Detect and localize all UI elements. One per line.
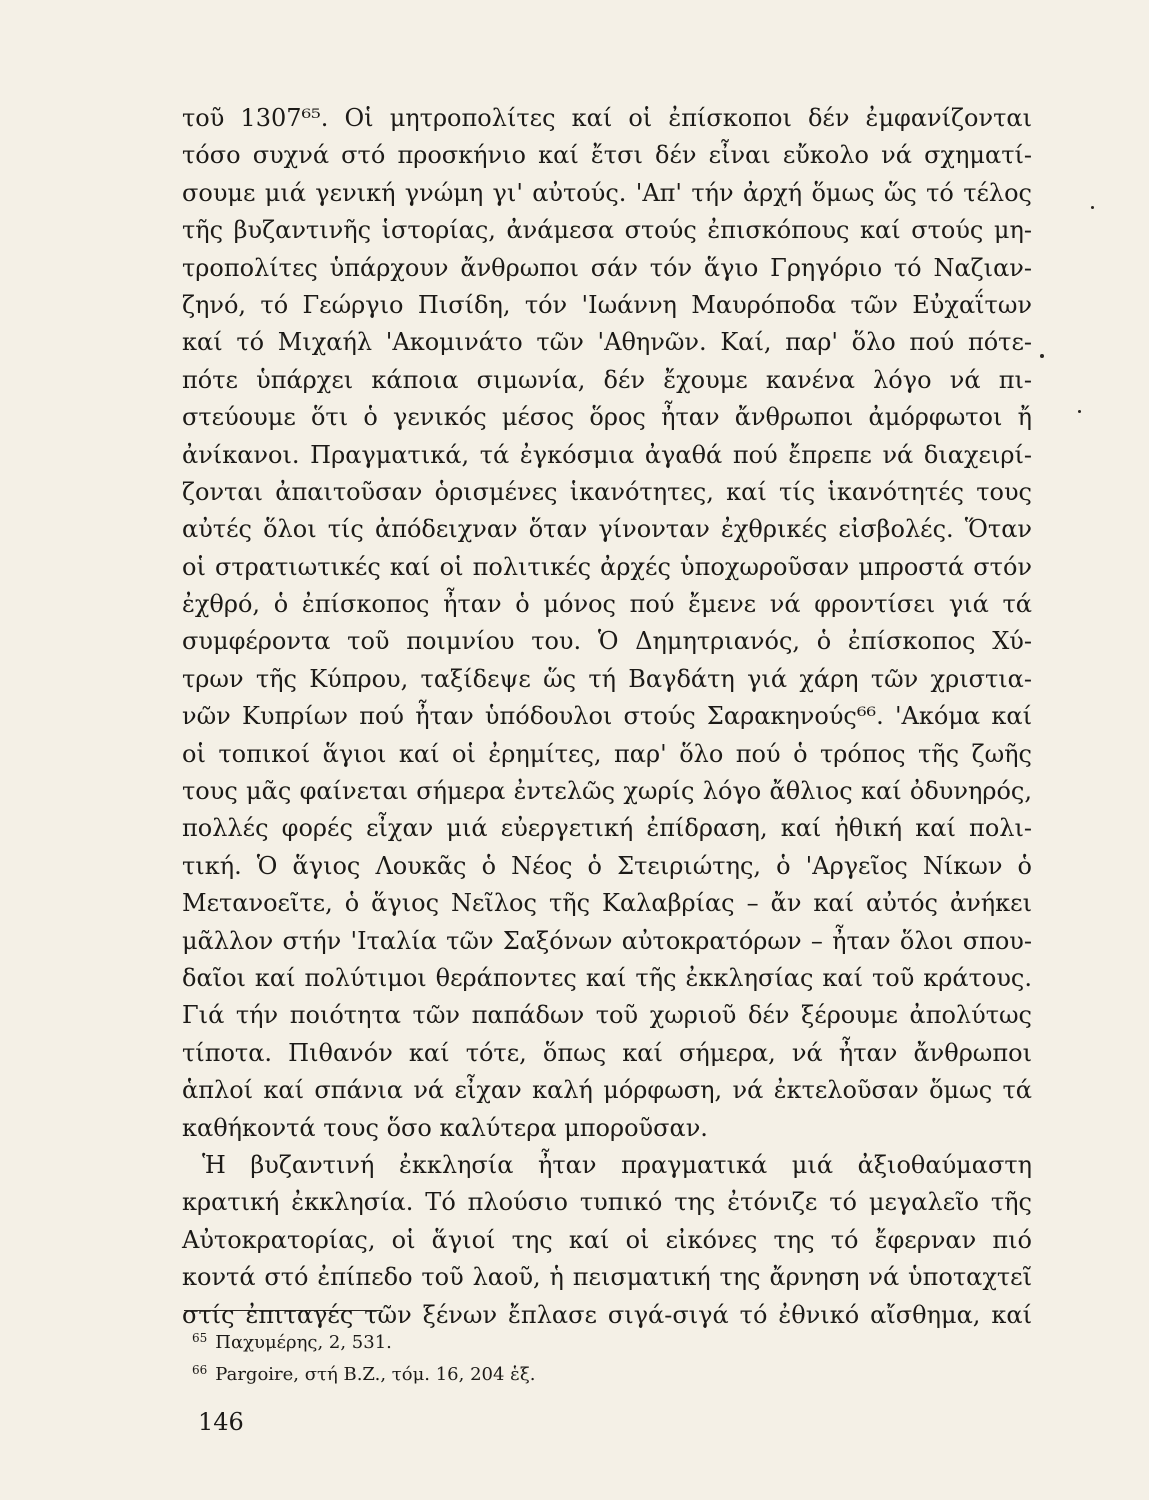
text-line: μᾶλλον στήν 'Ιταλία τῶν Σαξόνων αὐτοκρατόρων – ἦταν ὅλοι σπου-	[182, 926, 1032, 955]
text-line: τῆς βυζαντινῆς ἱστορίας, ἀνάμεσα στούς ἐπισκόπους καί στούς μη-	[182, 216, 1032, 245]
text-line: καί τό Μιχαήλ 'Ακομινάτο τῶν 'Αθηνῶν. Καί, παρ' ὅλο πού πότε-	[182, 328, 1032, 357]
text-line: ἁπλοί καί σπάνια νά εἶχαν καλή μόρφωση, νά ἐκτελοῦσαν ὅμως τά	[182, 1076, 1032, 1105]
text-line: Ἡ βυζαντινή ἐκκλησία ἦταν πραγματικά μιά ἀξιοθαύμαστη	[202, 1150, 1032, 1179]
text-line: Αὐτοκρατορίας, οἱ ἅγιοί της καί οἱ εἰκόνες της τό ἔφερναν πιό	[182, 1225, 1032, 1254]
footnote-text: Pargoire, στή B.Z., τόμ. 16, 204 ἑξ.	[215, 1364, 536, 1385]
text-line: Μετανοεῖτε, ὁ ἅγιος Νεῖλος τῆς Καλαβρίας – ἄν καί αὐτός ἀνήκει	[182, 889, 1032, 918]
text-line: ζηνό, τό Γεώργιο Πισίδη, τόν 'Ιωάννη Μαυρόποδα τῶν Εὐχαΐτων	[182, 290, 1032, 319]
footnote-divider	[184, 1310, 382, 1311]
text-line: αὐτές ὅλοι τίς ἀπόδειχναν ὅταν γίνονταν ἐχθρικές εἰσβολές. Ὅταν	[182, 515, 1032, 544]
footnote-number: 66	[192, 1363, 208, 1377]
text-line: συμφέροντα τοῦ ποιμνίου του. Ὁ Δημητριανός, ὁ ἐπίσκοπος Χύ-	[182, 627, 1032, 656]
text-line: τροπολίτες ὑπάρχουν ἄνθρωποι σάν τόν ἅγιο Γρηγόριο τό Ναζιαν-	[182, 253, 1032, 282]
text-line: τρων τῆς Κύπρου, ταξίδεψε ὥς τή Βαγδάτη γιά χάρη τῶν χριστια-	[182, 664, 1032, 693]
paper-speck	[1040, 354, 1044, 358]
text-line: καθήκοντά τους ὅσο καλύτερα μποροῦσαν.	[182, 1113, 708, 1142]
footnote	[192, 1322, 926, 1354]
text-line: τίποτα. Πιθανόν καί τότε, ὅπως καί σήμερα, νά ἦταν ἄνθρωποι	[182, 1038, 1032, 1067]
footnote	[192, 1354, 926, 1386]
text-line: στίς ἐπιταγές τῶν ξένων ἔπλασε σιγά-σιγά τό ἐθνικό αἴσθημα, καί	[182, 1300, 1032, 1329]
text-line: νῶν Κυπρίων πού ἦταν ὑπόδουλοι στούς Σαρακηνούς⁶⁶. 'Ακόμα καί	[182, 702, 1032, 731]
text-line: πότε ὑπάρχει κάποια σιμωνία, δέν ἔχουμε κανένα λόγο νά πι-	[182, 365, 1032, 394]
footnote-number: 65	[192, 1331, 208, 1345]
footnote-text: Παχυμέρης, 2, 531.	[215, 1332, 392, 1353]
text-line: στεύουμε ὅτι ὁ γενικός μέσος ὅρος ἦταν ἄνθρωποι ἀμόρφωτοι ἤ	[182, 403, 1032, 432]
text-line: ζονται ἀπαιτοῦσαν ὁρισμένες ἱκανότητες, καί τίς ἱκανότητές τους	[182, 477, 1032, 506]
paper-speck	[1091, 206, 1094, 209]
text-line: κρατική ἐκκλησία. Τό πλούσιο τυπικό της ἐτόνιζε τό μεγαλεῖο τῆς	[182, 1188, 1032, 1217]
text-line: δαῖοι καί πολύτιμοι θεράποντες καί τῆς ἐκκλησίας καί τοῦ κράτους.	[182, 963, 1032, 992]
text-line: κοντά στό ἐπίπεδο τοῦ λαοῦ, ἡ πεισματική της ἄρνηση νά ὑποταχτεῖ	[182, 1263, 1032, 1292]
text-line: τόσο συχνά στό προσκήνιο καί ἔτσι δέν εἶναι εὔκολο νά σχηματί-	[182, 141, 1032, 170]
paper-speck	[1078, 410, 1081, 413]
footnotes	[192, 1322, 926, 1386]
text-line: οἱ τοπικοί ἅγιοι καί οἱ ἐρημίτες, παρ' ὅλο πού ὁ τρόπος τῆς ζωῆς	[182, 739, 1032, 768]
text-line: οἱ στρατιωτικές καί οἱ πολιτικές ἀρχές ὑποχωροῦσαν μπροστά στόν	[182, 552, 1032, 581]
text-line: σουμε μιά γενική γνώμη γι' αὐτούς. 'Απ' τήν ἀρχή ὅμως ὥς τό τέλος	[182, 178, 1032, 207]
text-line: Γιά τήν ποιότητα τῶν παπάδων τοῦ χωριοῦ δέν ξέρουμε ἀπολύτως	[182, 1001, 1032, 1030]
text-line: τους μᾶς φαίνεται σήμερα ἐντελῶς χωρίς λόγο ἄθλιος καί ὀδυνηρός,	[182, 777, 1032, 806]
text-line: ἀνίκανοι. Πραγματικά, τά ἐγκόσμια ἀγαθά πού ἔπρεπε νά διαχειρί-	[182, 440, 1032, 469]
text-line: ἐχθρό, ὁ ἐπίσκοπος ἦταν ὁ μόνος πού ἔμενε νά φροντίσει γιά τά	[182, 590, 1032, 619]
page-number: 146	[198, 1408, 244, 1436]
text-line: τοῦ 1307⁶⁵. Οἱ μητροπολίτες καί οἱ ἐπίσκοποι δέν ἐμφανίζονται	[182, 104, 1032, 132]
text-line: πολλές φορές εἶχαν μιά εὐεργετική ἐπίδραση, καί ἠθική καί πολι-	[182, 814, 1032, 843]
body-text	[182, 100, 1032, 1334]
text-line: τική. Ὁ ἅγιος Λουκᾶς ὁ Νέος ὁ Στειριώτης, ὁ 'Αργεῖος Νίκων ὁ	[182, 851, 1032, 880]
